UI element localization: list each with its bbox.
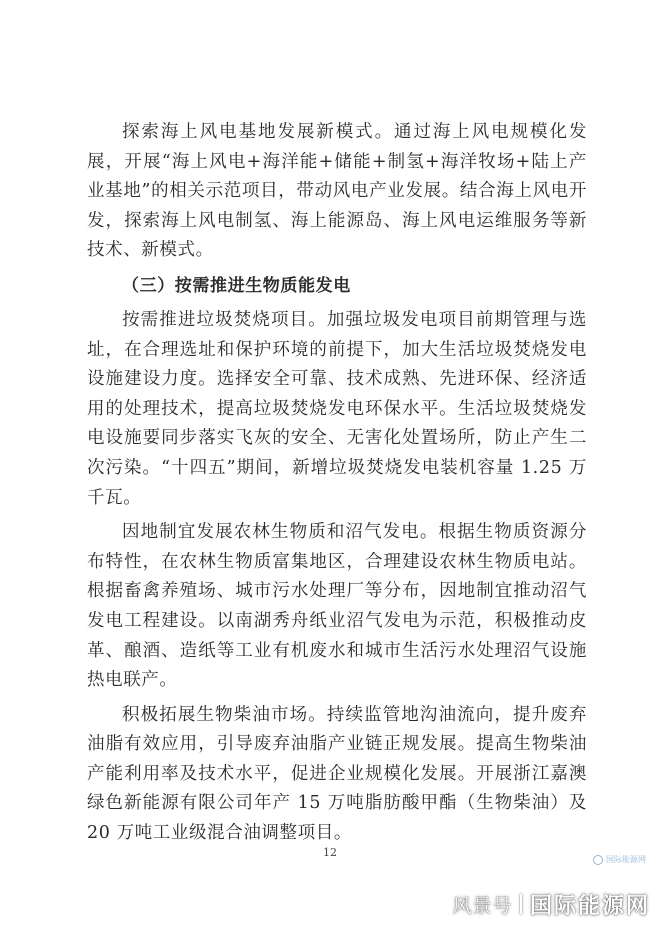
watermark-site: 国际能源网 bbox=[529, 893, 650, 919]
paragraph-offshore-wind: 探索海上风电基地发展新模式。通过海上风电规模化发展，开展“海上风电+海洋能+储能+制氢+海洋牧场+陆上产业基地”的相关示范项目，带动风电产业发展。结合海上风电开发，探索海上风电制氢、海上能源岛、海上风电运维服务等新技术、新模式。 bbox=[87, 122, 587, 261]
section-heading-biomass: （三）按需推进生物质能发电 bbox=[122, 275, 351, 296]
paragraph-waste-incineration: 按需推进垃圾焚烧项目。加强垃圾发电项目前期管理与选址，在合理选址和保护环境的前提下，加大生活垃圾焚烧发电设施建设力度。选择安全可靠、技术成熟、先进环保、经济适用的处理技术，提高垃圾焚烧发电环保水平。生活垃圾焚烧发电设施要同步落实飞灰的安全、无害化处置场所，防止产生二次污染。“十四五”期间，新增垃圾焚烧发电装机容量 1.25 万千瓦。 bbox=[87, 309, 587, 508]
document-body bbox=[87, 118, 587, 854]
site-logo-small-text: 国际能源网 bbox=[606, 855, 646, 864]
watermark-brand: 风景号 bbox=[452, 894, 513, 917]
page-number: 12 bbox=[323, 846, 337, 859]
watermark-divider bbox=[520, 894, 522, 914]
site-logo-small bbox=[593, 854, 646, 865]
paragraph-biodiesel: 积极拓展生物柴油市场。持续监管地沟油流向，提升废弃油脂有效应用，引导废弃油脂产业链正规发展。提高生物柴油产能利用率及技术水平，促进企业规模化发展。开展浙江嘉澳绿色新能源有限公司年产 15 万吨脂肪酸甲酯（生物柴油）及 20 万吨工业级混合油调整项目。 bbox=[87, 704, 587, 844]
paragraph-biomass-biogas: 因地制宜发展农林生物质和沼气发电。根据生物质资源分布特性，在农林生物质富集地区，合理建设农林生物质电站。根据畜禽养殖场、城市污水处理厂等分布，因地制宜推动沼气发电工程建设。以南湖秀舟纸业沼气发电为示范，积极推动皮革、酿酒、造纸等工业有机废水和城市生活污水处理沼气设施热电联产。 bbox=[87, 522, 587, 691]
globe-icon bbox=[593, 855, 603, 865]
watermark bbox=[452, 884, 650, 924]
